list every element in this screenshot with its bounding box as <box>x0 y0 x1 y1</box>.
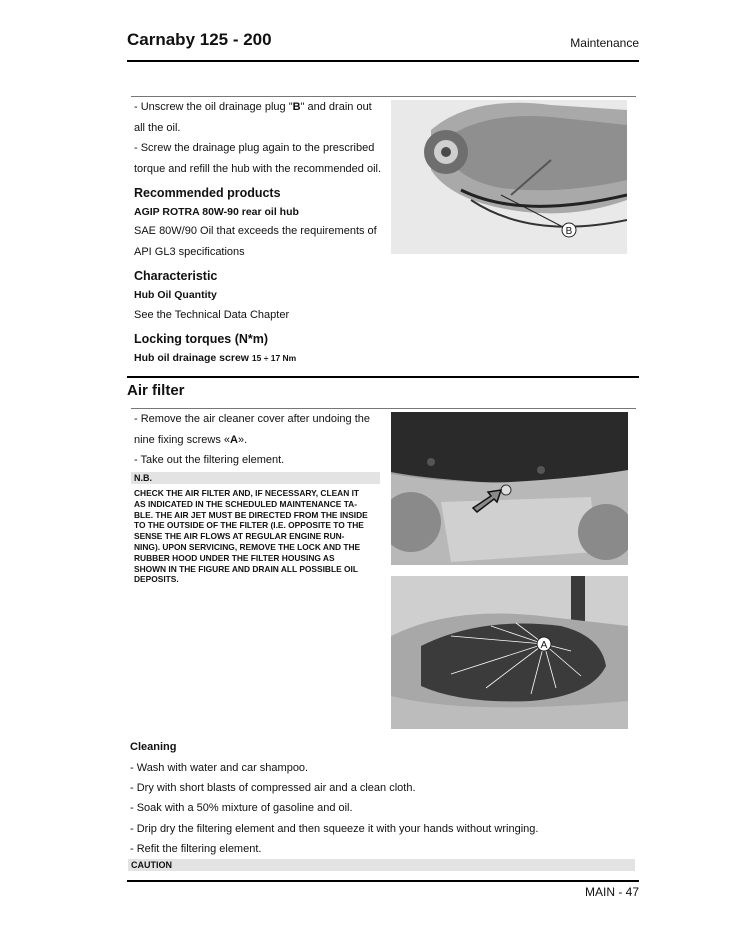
product-desc-1: SAE 80W/90 Oil that exceeds the requirements of <box>134 225 377 237</box>
page-number: MAIN - 47 <box>584 885 639 899</box>
block-rule <box>131 96 636 97</box>
section-name: Maintenance <box>570 36 639 50</box>
air-line-3: - Take out the filtering element. <box>134 454 285 466</box>
product-desc-2: API GL3 specifications <box>134 246 245 258</box>
characteristic-value: See the Technical Data Chapter <box>134 309 290 321</box>
cleaning-item-3: - Soak with a 50% mixture of gasoline and oil. <box>130 802 353 814</box>
nb-line: SHOWN IN THE FIGURE AND DRAIN ALL POSSIBLE OIL <box>134 563 358 574</box>
air-filter-title: Air filter <box>127 382 185 399</box>
nb-line: AS INDICATED IN THE SCHEDULED MAINTENANCE TA- <box>134 498 358 509</box>
cleaning-heading: Cleaning <box>130 741 177 753</box>
section-rule <box>127 376 639 378</box>
recommended-heading: Recommended products <box>134 186 281 200</box>
nb-line: TO THE OUTSIDE OF THE FILTER (I.E. OPPOSITE TO THE <box>134 520 364 531</box>
air-filter-photo-2 <box>391 576 628 729</box>
label-b: B <box>565 226 573 237</box>
air-line-2: nine fixing screws «A». <box>134 434 248 446</box>
block-rule-2 <box>131 408 636 409</box>
nb-text <box>134 488 382 585</box>
nb-line: NING). UPON SERVICING, REMOVE THE LOCK AND THE <box>134 541 361 552</box>
characteristic-name: Hub Oil Quantity <box>134 289 217 301</box>
hub-line-2: all the oil. <box>134 122 181 134</box>
nb-line: BLE. THE AIR JET MUST BE DIRECTED FROM THE INSIDE <box>134 509 368 520</box>
torque-row <box>134 352 296 364</box>
air-filter-photo-1 <box>391 412 628 565</box>
nb-line: RUBBER HOOD UNDER THE FILTER HOUSING AS <box>134 552 335 563</box>
hub-line-1: - Unscrew the oil drainage plug "B" and drain out <box>134 101 372 113</box>
hub-photo <box>391 100 627 254</box>
cleaning-item-5: - Refit the filtering element. <box>130 843 262 855</box>
cleaning-item-1: - Wash with water and car shampoo. <box>130 762 309 774</box>
nb-line: DEPOSITS. <box>134 574 179 585</box>
torque-heading: Locking torques (N*m) <box>134 332 269 346</box>
header-rule <box>127 60 639 62</box>
cleaning-item-2: - Dry with short blasts of compressed air and a clean cloth. <box>130 782 416 794</box>
torque-value: 15 ÷ 17 Nm <box>251 353 297 363</box>
cleaning-item-4: - Drip dry the filtering element and then squeeze it with your hands without wringing. <box>130 823 539 835</box>
nb-label: N.B. <box>131 472 380 484</box>
characteristic-heading: Characteristic <box>134 269 218 283</box>
page-title: Carnaby 125 - 200 <box>127 30 272 49</box>
nb-line: SENSE THE AIR FLOWS AT REGULAR ENGINE RUN- <box>134 531 345 542</box>
nb-line: CHECK THE AIR FILTER AND, IF NECESSARY, CLEAN IT <box>134 488 360 498</box>
hub-line-4: torque and refill the hub with the recommended oil. <box>134 163 382 175</box>
air-line-1: - Remove the air cleaner cover after undoing the <box>134 413 371 425</box>
product-name: AGIP ROTRA 80W-90 rear oil hub <box>134 206 299 218</box>
torque-name: Hub oil drainage screw <box>134 352 249 364</box>
hub-line-3: - Screw the drainage plug again to the prescribed <box>134 142 375 154</box>
footer-rule <box>127 880 639 882</box>
label-a: A <box>540 640 548 651</box>
caution-label: CAUTION <box>128 859 635 871</box>
